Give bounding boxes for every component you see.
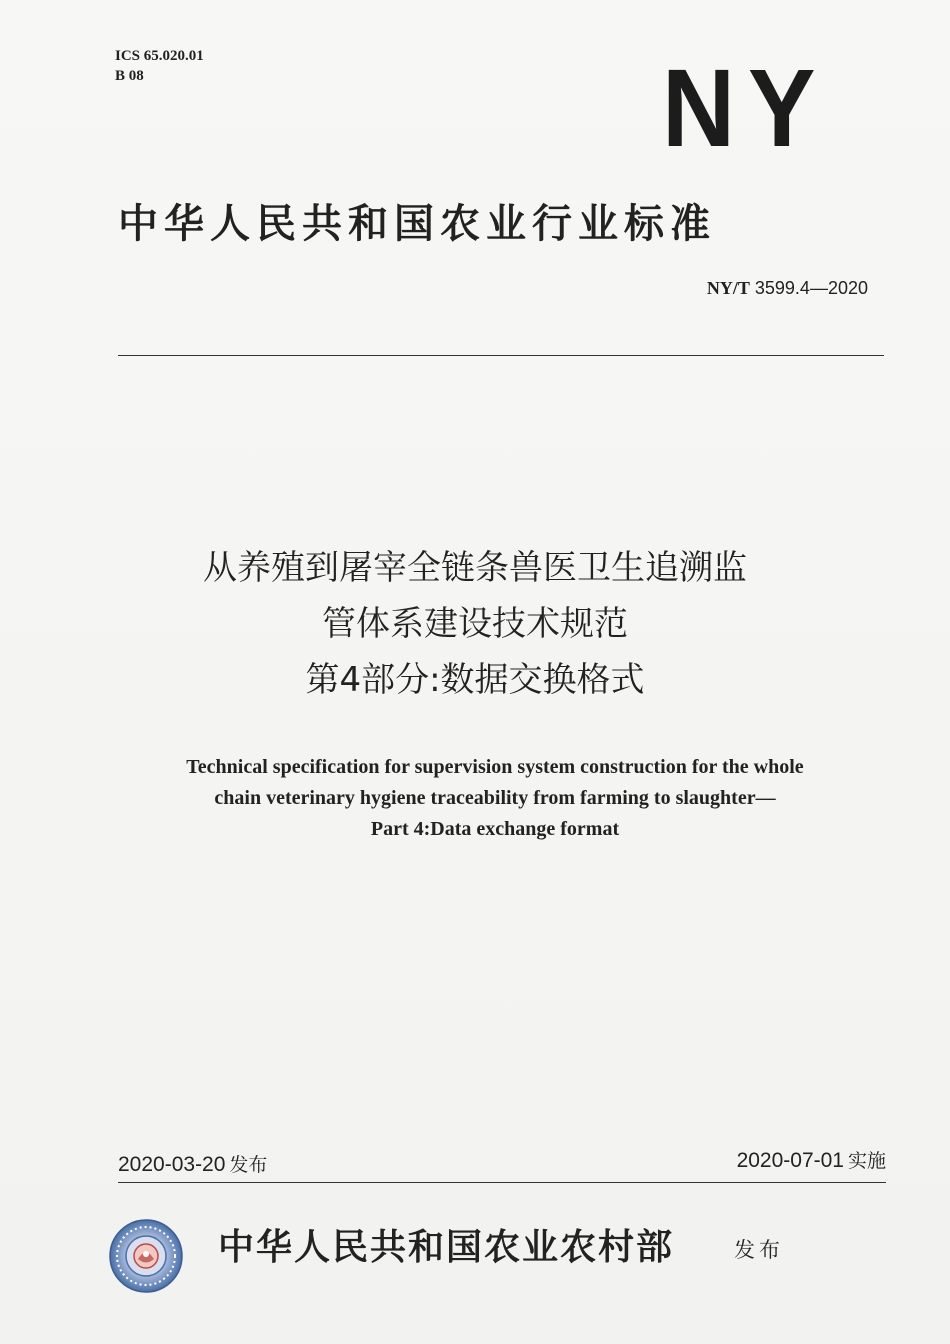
implement-label: 实施	[847, 1150, 886, 1172]
issue-date-block	[118, 1150, 267, 1177]
ministry-seal-icon	[108, 1218, 184, 1294]
chinese-title-line-1: 从养殖到屠宰全链条兽医卫生追溯监	[203, 548, 747, 588]
publisher-name: 中华人民共和国农业农村部	[218, 1226, 675, 1268]
standard-code-prefix: NY/T	[706, 278, 750, 298]
chinese-title-line-3: 第4部分:数据交换格式	[305, 660, 645, 700]
ccs-code: B 08	[115, 68, 144, 84]
date-divider	[118, 1182, 886, 1183]
implement-date-block	[737, 1146, 886, 1173]
header-divider	[118, 355, 884, 356]
english-title-line-2: chain veterinary hygiene traceability from farming to slaughter—	[214, 787, 776, 809]
ny-logo: NY	[662, 47, 829, 170]
english-title-line-3: Part 4:Data exchange format	[370, 818, 620, 840]
english-title-line-1: Technical specification for supervision system construction for the whole	[186, 756, 804, 778]
chinese-title-line-2: 管体系建设技术规范	[322, 604, 628, 644]
english-title	[0, 752, 950, 845]
date-row	[118, 1146, 886, 1182]
standard-code	[707, 278, 868, 299]
implement-date: 2020-07-01	[736, 1149, 844, 1172]
ics-code: ICS 65.020.01	[115, 48, 204, 64]
publisher-publish-label: 发布	[734, 1238, 784, 1262]
classification-codes	[115, 46, 204, 86]
standard-code-number: 3599.4—2020	[754, 278, 868, 298]
chinese-title	[0, 540, 950, 708]
issue-date: 2020-03-20	[118, 1153, 226, 1176]
issue-label: 发布	[229, 1154, 268, 1176]
standard-category-title: 中华人民共和国农业行业标准	[118, 200, 716, 247]
